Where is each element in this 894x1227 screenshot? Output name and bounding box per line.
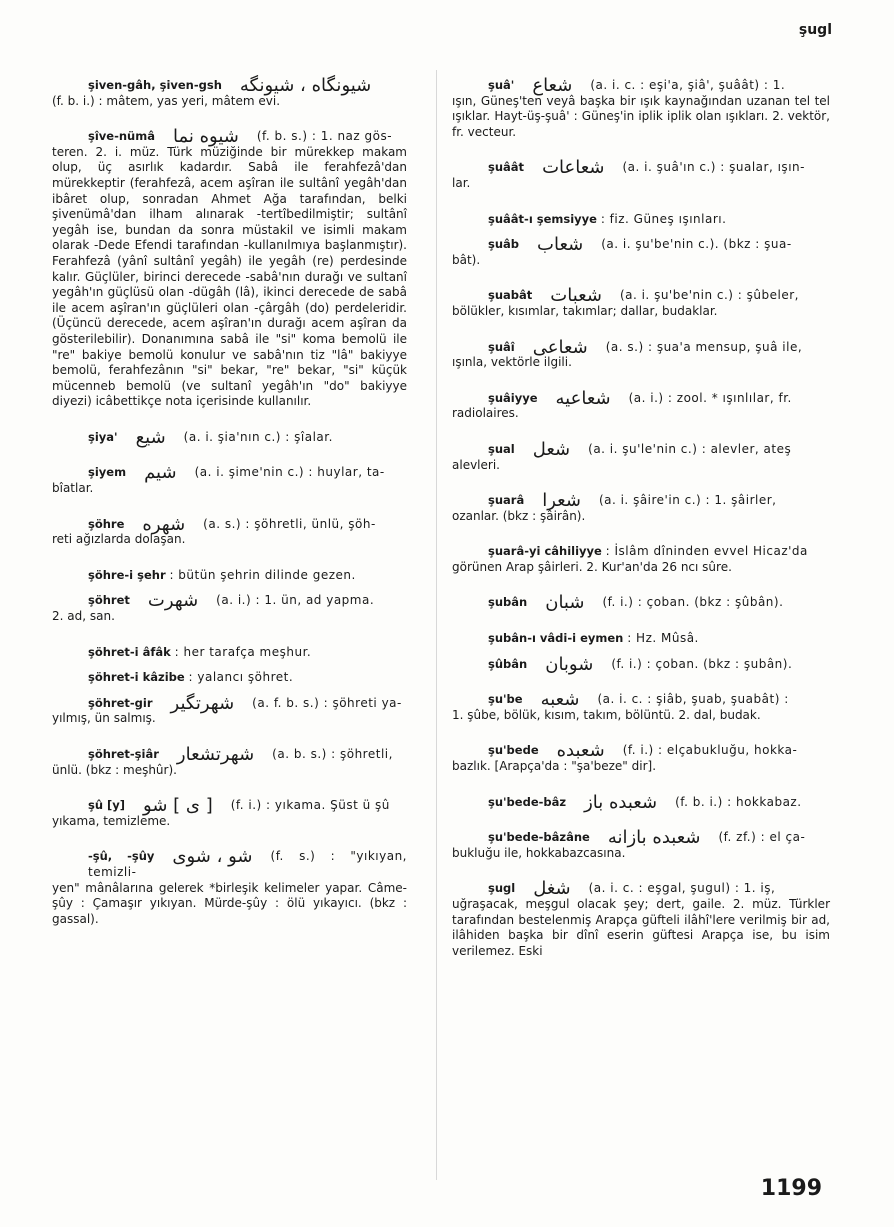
grammar-label: (a. i. şu'le'nin c.) : alevler, ateş	[588, 441, 792, 456]
entry-lead-line	[452, 387, 830, 409]
arabic-script: شعبده باز	[584, 791, 658, 813]
grammar-label: (a. i. şia'nın c.) : şîalar.	[183, 429, 333, 444]
dictionary-entry	[452, 631, 830, 647]
definition: yılmış, ün salmış.	[52, 711, 156, 726]
dictionary-entry	[52, 846, 407, 927]
definition: 1. şûbe, bölük, kısım, takım, bölüntü. 2. dal, budak.	[452, 707, 761, 722]
entry-lead-line	[452, 878, 830, 900]
headword: şöhret	[88, 593, 130, 608]
entry-lead-line	[52, 846, 407, 880]
dictionary-entry	[452, 878, 830, 959]
arabic-script: شعاعیه	[555, 387, 611, 409]
dictionary-entry	[452, 212, 830, 228]
page-number: 1199	[760, 1176, 822, 1201]
dictionary-entry	[52, 744, 407, 778]
grammar-label: : İslâm dîninden evvel Hicaz'da	[605, 544, 808, 559]
definition: bîatlar.	[52, 481, 94, 496]
grammar-label: (a. i. c. : eşi'a, şiâ', şuâât) : 1.	[590, 78, 786, 92]
entry-lead-line	[52, 75, 407, 96]
arabic-script: شهرت	[147, 590, 199, 612]
entry-lead-line	[452, 631, 830, 647]
grammar-label: (a. i. şime'nin c.) : huylar, ta-	[194, 465, 385, 480]
arabic-script: شغل	[533, 878, 571, 900]
headword: şuâiyye	[488, 390, 538, 405]
dictionary-entry	[52, 126, 407, 410]
arabic-script: شعاع	[532, 75, 573, 96]
grammar-label: (a. i. c. : eşgal, şugul) : 1. iş,	[588, 881, 776, 896]
entry-lead-line	[52, 126, 407, 148]
definition: bölükler, kısımlar, takımlar; dallar, budaklar.	[452, 303, 718, 318]
dictionary-entry	[452, 592, 830, 614]
grammar-label: (a. b. s.) : şöhretli,	[272, 747, 393, 761]
headword: şûbân	[488, 656, 528, 671]
headword: şöhre-i şehr	[88, 567, 166, 582]
arabic-script: شعبده بازانه	[607, 827, 701, 849]
grammar-label: (f. zf.) : el ça-	[718, 830, 806, 845]
arabic-script: شعبه	[540, 689, 580, 711]
dictionary-entry	[52, 568, 407, 584]
definition: ışın, Güneş'ten veyâ başka bir ışık kaynağından uzanan tel tel ışıklar. Hayt-üş-şuâ' : Güneş'in iplik iplik olan ışıkları. 2. vektör, fr. vecteur.	[452, 93, 830, 139]
entry-lead-line	[52, 795, 407, 817]
entry-lead-line	[452, 336, 830, 358]
entry-lead-line	[452, 791, 830, 813]
grammar-label: (a. s.) : şöhretli, ünlü, şöh-	[203, 516, 376, 531]
arabic-script: شیم	[144, 462, 177, 484]
dictionary-entry	[452, 387, 830, 422]
entry-lead-line	[452, 592, 830, 614]
headword: şû [y]	[88, 798, 126, 813]
arabic-script: شعاعات	[542, 157, 605, 179]
headword: şual	[488, 441, 515, 456]
definition: ünlü. (bkz : meşhûr).	[52, 762, 177, 777]
dictionary-entry	[52, 426, 407, 448]
headword: şu'bede-bâz	[488, 794, 567, 809]
entry-lead-line	[452, 740, 830, 762]
grammar-label: (a. i. şu'be'nin c.). (bkz : şua-	[601, 237, 792, 252]
headword: şiya'	[88, 429, 118, 444]
entry-lead-line	[52, 513, 407, 535]
headword: şuarâ	[488, 493, 525, 508]
definition: bazlık. [Arapça'da : "şa'beze" dir].	[452, 759, 657, 774]
definition: reti ağızlarda dolaşan.	[52, 532, 186, 547]
headword: şöhret-i âfâk	[88, 644, 171, 659]
headword: şu'bede	[488, 743, 539, 758]
dictionary-entry	[452, 740, 830, 774]
entry-lead-line	[52, 568, 407, 584]
grammar-label: (a. i. şuâ'ın c.) : şualar, ışın-	[622, 160, 805, 175]
dictionary-entry	[452, 653, 830, 675]
grammar-label: (a. s.) : şua'a mensup, şuâ ile,	[605, 339, 803, 354]
definition: görünen Arap şâirleri. 2. Kur'an'da 26 ncı sûre.	[452, 559, 732, 574]
headword: şöhret-şiâr	[88, 747, 159, 761]
arabic-script: شهرتگیر	[170, 692, 235, 714]
dictionary-entry	[452, 285, 830, 319]
definition: alevleri.	[452, 457, 500, 472]
entry-lead-line	[452, 212, 830, 228]
grammar-label: : bütün şehrin dilinde gezen.	[169, 567, 356, 582]
arabic-script: [ ی ] شو	[143, 795, 213, 817]
headword: şuarâ-yi câhiliyye	[488, 544, 602, 559]
headword: şubân-ı vâdi-i eymen	[488, 631, 624, 646]
arabic-script: شهرتشعار	[176, 744, 255, 765]
headword: şuâb	[488, 237, 520, 252]
definition: teren. 2. i. müz. Türk müziğinde bir mürekkep makam olup, üç asırlık kadardır. Sabâ ile ferahfezâ'dan mürekkeptir (ferahfezâ, acem aşîran ile sultânî yegâh'dan ibâret olup, sonradan Ahmet Ağa tarafından, belki şivenümâ'dan ilham alınarak -tertîbedilmiştir; sultânî yegâh ise, bundan da sonra müstakil ve isimli makam olarak -Dede Efendi tarafından -kullanılmıya başlanmıştır). Ferahfezâ (yânî sultânî yegâh) ile yegâh (re) perdesinde kalır. Güçlüler, birinci derecede -sabâ'nın durağı ve sultanî yegâh'ın güçlüsü olan -dügâh (lâ), ikinci derecede de sabâ ile acem aşîran'ın güçlüleri olan -çârgâh (do) perdeleridir. (Üçüncü derecede, acem aşîran'ın durağı acem aşîran da gösterilebilir). Donanımına sabâ ile "si" koma bemolü ile "re" bakiye bemolü konulur ve sabâ'nın tiz "lâ" bakiyye bemolü, ferahfezânın "si" bekar, "re" bekar, "si" küçük mücenneb bemolü (ve sultanî yegâh'ın "do" bakiyye diyezi) icâbettikçe nota içerisinde kullanılır.	[52, 144, 407, 409]
grammar-label: (a. i. şu'be'nin c.) : şûbeler,	[619, 288, 799, 303]
entry-lead-line	[452, 75, 830, 96]
grammar-label: (a. i. c. : şiâb, şuab, şuabât) :	[597, 692, 789, 707]
entry-lead-line	[52, 590, 407, 612]
entry-lead-line	[452, 438, 830, 460]
dictionary-entry	[52, 590, 407, 624]
arabic-script: شوبان	[545, 653, 594, 675]
grammar-label: (a. f. b. s.) : şöhreti ya-	[252, 695, 402, 710]
entry-lead-line	[452, 827, 830, 849]
entry-lead-line	[52, 692, 407, 714]
entry-lead-line	[52, 645, 407, 661]
definition: yıkama, temizleme.	[52, 813, 171, 828]
grammar-label: (f. s.) : "yıkıyan, temizli-	[88, 849, 407, 879]
arabic-script: شعاعی	[532, 336, 588, 358]
headword: şuâî	[488, 339, 515, 354]
dictionary-entry	[452, 336, 830, 371]
entry-lead-line	[52, 462, 407, 484]
entry-lead-line	[452, 544, 830, 560]
arabic-script: شیوه نما	[172, 126, 239, 148]
definition: bât).	[452, 252, 481, 267]
grammar-label: (a. i. şâire'in c.) : 1. şâirler,	[598, 493, 777, 508]
grammar-label: : yalancı şöhret.	[188, 670, 294, 685]
left-column	[52, 75, 407, 947]
dictionary-entry	[452, 827, 830, 861]
dictionary-entry	[52, 645, 407, 661]
arabic-script: شعل	[532, 438, 571, 460]
entry-lead-line	[452, 490, 830, 512]
headword: şuâât	[488, 160, 525, 175]
dictionary-entry	[452, 438, 830, 473]
headword: şöhret-gir	[88, 695, 153, 710]
arabic-script: شیونگاه ، شیونگه	[239, 75, 372, 96]
headword: şöhret-i kâzibe	[88, 670, 185, 685]
dictionary-entry	[52, 75, 407, 109]
grammar-label: (f. b. i.) : hokkabaz.	[675, 794, 802, 809]
entry-lead-line	[452, 689, 830, 711]
dictionary-entry	[452, 75, 830, 140]
entry-lead-line	[452, 285, 830, 307]
arabic-script: شعرا	[542, 490, 581, 512]
definition: (f. b. i.) : mâtem, yas yeri, mâtem evi.	[52, 93, 281, 108]
headword: şiyem	[88, 465, 127, 480]
column-divider	[436, 70, 437, 1180]
definition: lar.	[452, 175, 471, 190]
headword: şuâ'	[488, 78, 515, 92]
arabic-script: شعبات	[550, 285, 602, 307]
grammar-label: : her tarafça meşhur.	[174, 644, 312, 659]
headword: -şû, -şûy	[88, 849, 155, 864]
definition: 2. ad, san.	[52, 609, 115, 624]
grammar-label: : fiz. Güneş ışınları.	[600, 211, 727, 226]
entry-lead-line	[52, 744, 407, 765]
definition: ozanlar. (bkz : şâirân).	[452, 508, 586, 523]
arabic-script: شو ، شوی	[172, 846, 253, 868]
headword: şuabât	[488, 288, 533, 303]
arabic-script: شهره	[142, 513, 186, 535]
headword: şuâât-ı şemsiyye	[488, 211, 597, 226]
definition: ışınla, vektörle ilgili.	[452, 355, 572, 370]
arabic-script: شیع	[135, 426, 166, 448]
arabic-script: شعاب	[537, 234, 584, 256]
headword: şiven-gâh, şiven-gsh	[88, 78, 222, 92]
grammar-label: (a. i.) : 1. ün, ad yapma.	[216, 593, 375, 608]
entry-lead-line	[52, 670, 407, 686]
headword: şu'bede-bâzâne	[488, 830, 590, 845]
dictionary-entry	[452, 157, 830, 191]
grammar-label: (f. b. s.) : 1. naz gös-	[256, 129, 393, 144]
entry-lead-line	[52, 426, 407, 448]
headword: şu'be	[488, 692, 523, 707]
dictionary-entry	[452, 490, 830, 524]
entry-lead-line	[452, 234, 830, 256]
guide-word: şugl	[798, 22, 832, 38]
grammar-label: (a. i.) : zool. * ışınlılar, fr.	[628, 390, 792, 405]
headword: şubân	[488, 595, 528, 610]
dictionary-entry	[452, 544, 830, 575]
definition: bukluğu ile, hokkabazcasına.	[452, 845, 626, 860]
headword: şugl	[488, 881, 516, 896]
dictionary-entry	[52, 795, 407, 829]
grammar-label: (f. i.) : çoban. (bkz : şûbân).	[602, 595, 784, 610]
arabic-script: شبان	[545, 592, 585, 614]
dictionary-entry	[52, 462, 407, 496]
arabic-script: شعبده	[556, 740, 605, 762]
headword: şöhre	[88, 516, 125, 531]
dictionary-entry	[52, 692, 407, 727]
grammar-label: (f. i.) : yıkama. Şüst ü şû	[230, 798, 390, 813]
dictionary-entry	[452, 689, 830, 723]
grammar-label: (f. i.) : çoban. (bkz : şubân).	[611, 656, 793, 671]
definition: yen" mânâlarına gelerek *birleşik kelimeler yapar. Câme-şûy : Çamaşır yıkıyan. Mürde-şûy : ölü yıkayıcı. (bkz : gassal).	[52, 880, 407, 926]
headword: şîve-nümâ	[88, 129, 155, 144]
dictionary-entry	[52, 513, 407, 548]
entry-lead-line	[452, 653, 830, 675]
right-column	[452, 75, 830, 979]
dictionary-entry	[52, 670, 407, 686]
definition: uğraşacak, meşgul olacak şey; dert, gaile. 2. müz. Türkler tarafından bestelenmiş Arapça güfteli ilâhî'lere verilmiş bir ad, ilâhiden başka bir dînî eserin güftesi Arapça ise, bu isim verilemez. Eski	[452, 897, 830, 958]
dictionary-entry	[452, 234, 830, 268]
grammar-label: : Hz. Mûsâ.	[627, 631, 699, 646]
dictionary-entry	[452, 791, 830, 813]
definition: radiolaires.	[452, 406, 519, 421]
grammar-label: (f. i.) : elçabukluğu, hokka-	[622, 743, 798, 758]
entry-lead-line	[452, 157, 830, 179]
